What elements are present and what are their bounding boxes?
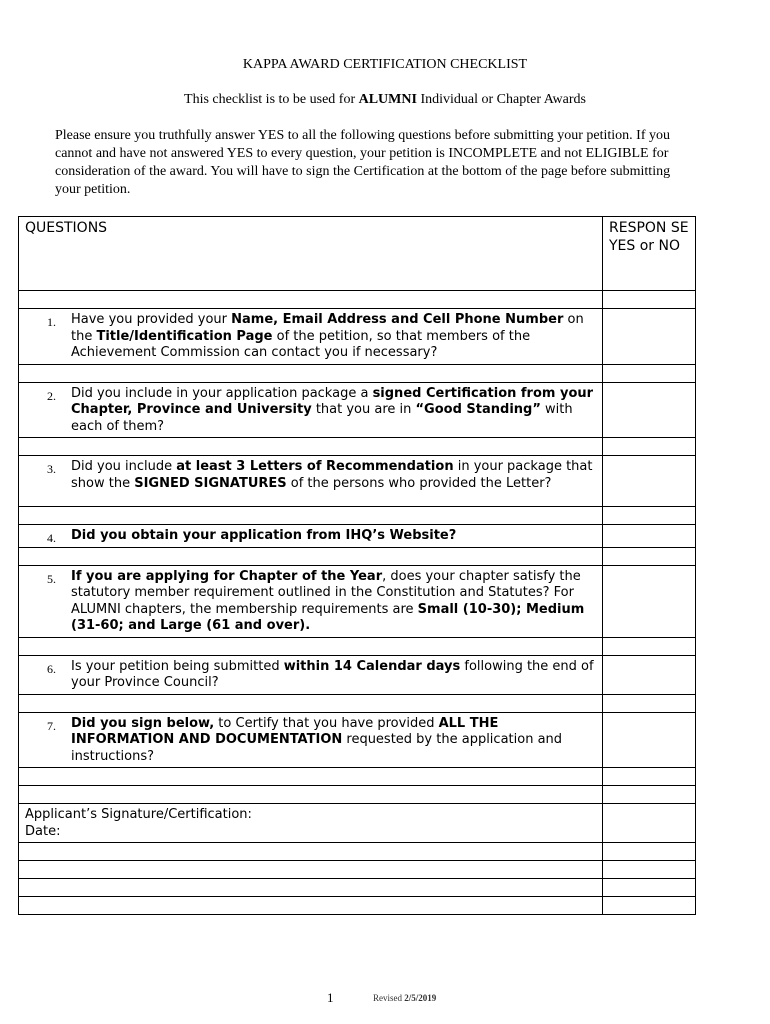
response-cell[interactable] [603,438,696,456]
intro-paragraph: Please ensure you truthfully answer YES to all the following questions before submitting your petition. If you cannot and have not answered YES to every question, your petition is INCOMPLETE and not ELIGIBLE for consideration of the award. You will have to sign the Certification at the bottom of the page before submitting your petition. [55,128,671,197]
question-cell [19,382,603,438]
response-cell[interactable] [603,364,696,382]
header-row [19,217,696,291]
question-plain-text: Did you include [71,459,177,474]
response-cell[interactable] [603,525,696,548]
question-text [71,659,594,691]
revised-date: 2/5/2019 [404,993,437,1003]
question-text [71,528,456,543]
question-number: 6. [47,661,56,676]
question-cell [19,456,603,507]
question-plain-text: that you are in [311,402,416,417]
question-bold-text: If you are applying for Chapter of the Year [71,568,383,584]
response-cell[interactable] [603,291,696,309]
checklist-table [18,216,696,915]
question-row-6 [19,655,696,694]
response-cell[interactable] [603,694,696,712]
response-cell[interactable] [603,768,696,786]
response-cell[interactable] [603,843,696,861]
document-title: KAPPA AWARD CERTIFICATION CHECKLIST [242,57,528,72]
spacer-row [19,637,696,655]
question-bold-text: signed Certification from your Chapter, Province and University [71,385,594,417]
spacer-row [19,438,696,456]
question-plain-text: with each of them? [71,402,573,434]
spacer-row [19,861,696,879]
subtitle-alumni-bold: ALUMNI [358,92,417,107]
question-bold-text: Title/Identification Page [96,328,273,344]
question-plain-text: of the petition, so that members of the Achievement Commission can contact you if necessary? [71,328,531,360]
spacer-row [19,507,696,525]
question-number: 2. [47,388,56,403]
spacer-row [19,364,696,382]
question-plain-text: , does your chapter satisfy the statutory member requirement outlined in the Constitution and Statutes? For ALUMNI chapters, the membership requirements are [71,568,581,617]
question-plain-text: Is your petition being submitted [71,658,284,674]
question-cell [19,525,603,548]
page-footer [0,990,770,1008]
question-row-7 [19,712,696,768]
question-cell [19,309,603,365]
revised-label: Revised [373,993,405,1003]
response-cell[interactable] [603,382,696,438]
question-bold-text: SIGNED SIGNATURES [134,475,287,491]
response-cell[interactable] [603,861,696,879]
revised-note [373,993,436,1003]
spacer-row [19,694,696,712]
question-plain-text: Did you include in your application package a [71,385,373,401]
spacer-row [19,897,696,915]
question-number: 4. [47,531,56,545]
question-bold-text: Did you obtain your application from IHQ’s Website? [71,528,457,543]
date-label: Date: [25,824,61,839]
question-text [71,716,562,764]
question-bold-text: Small (10-30); Medium (31-60; and Large (61 and over). [71,601,585,633]
question-cell [19,712,603,768]
response-header: RESPON SE YES or NO [603,217,696,291]
response-cell[interactable] [603,565,696,637]
question-row-5 [19,565,696,637]
question-plain-text: in your package that show the [71,459,593,491]
signature-cell[interactable] [19,804,603,843]
question-number: 3. [47,462,56,476]
question-bold-text: Name, Email Address and Cell Phone Number [231,312,564,327]
question-plain-text: following the end of your Province Council? [71,658,594,690]
response-cell[interactable] [603,547,696,565]
subtitle-text-after: Individual or Chapter Awards [416,92,586,107]
question-bold-text: “Good Standing” [415,402,541,417]
question-number: 7. [47,718,56,733]
question-bold-text: within 14 Calendar days [283,658,461,674]
question-text [71,386,593,434]
question-plain-text: of the persons who provided the Letter? [286,475,552,491]
question-plain-text: Have you provided your [71,312,232,327]
question-number: 5. [47,571,56,586]
questions-header: QUESTIONS [19,217,603,291]
document-subtitle [0,92,770,108]
response-cell[interactable] [603,637,696,655]
spacer-row [19,786,696,804]
question-plain-text: on the [71,312,584,344]
question-cell [19,565,603,637]
spacer-row [19,547,696,565]
signature-row [19,804,696,843]
page-number: 1 [327,990,334,1005]
spacer-row [19,879,696,897]
question-row-4 [19,525,696,548]
spacer-row [19,291,696,309]
response-cell[interactable] [603,712,696,768]
spacer-row [19,843,696,861]
question-plain-text: to Certify that you have provided [214,715,439,731]
question-text [71,569,584,634]
question-number: 1. [47,315,56,329]
signature-label: Applicant’s Signature/Certification: [25,807,252,822]
response-cell[interactable] [603,786,696,804]
response-cell[interactable] [603,309,696,365]
question-bold-text: at least 3 Letters of Recommendation [176,459,454,474]
response-cell[interactable] [603,507,696,525]
question-text [71,459,592,491]
question-plain-text: requested by the application and instructions? [71,732,563,764]
response-cell[interactable] [603,456,696,507]
response-cell[interactable] [603,879,696,897]
spacer-row [19,768,696,786]
subtitle-text-before: This checklist is to be used for [184,92,359,107]
question-row-1 [19,309,696,365]
question-bold-text: Did you sign below, [71,715,215,731]
response-cell[interactable] [603,655,696,694]
question-text [71,312,584,360]
question-row-2 [19,382,696,438]
question-cell [19,655,603,694]
response-cell[interactable] [603,804,696,843]
question-row-3 [19,456,696,507]
question-bold-text: ALL THE INFORMATION AND DOCUMENTATION [71,715,499,747]
response-cell[interactable] [603,897,696,915]
